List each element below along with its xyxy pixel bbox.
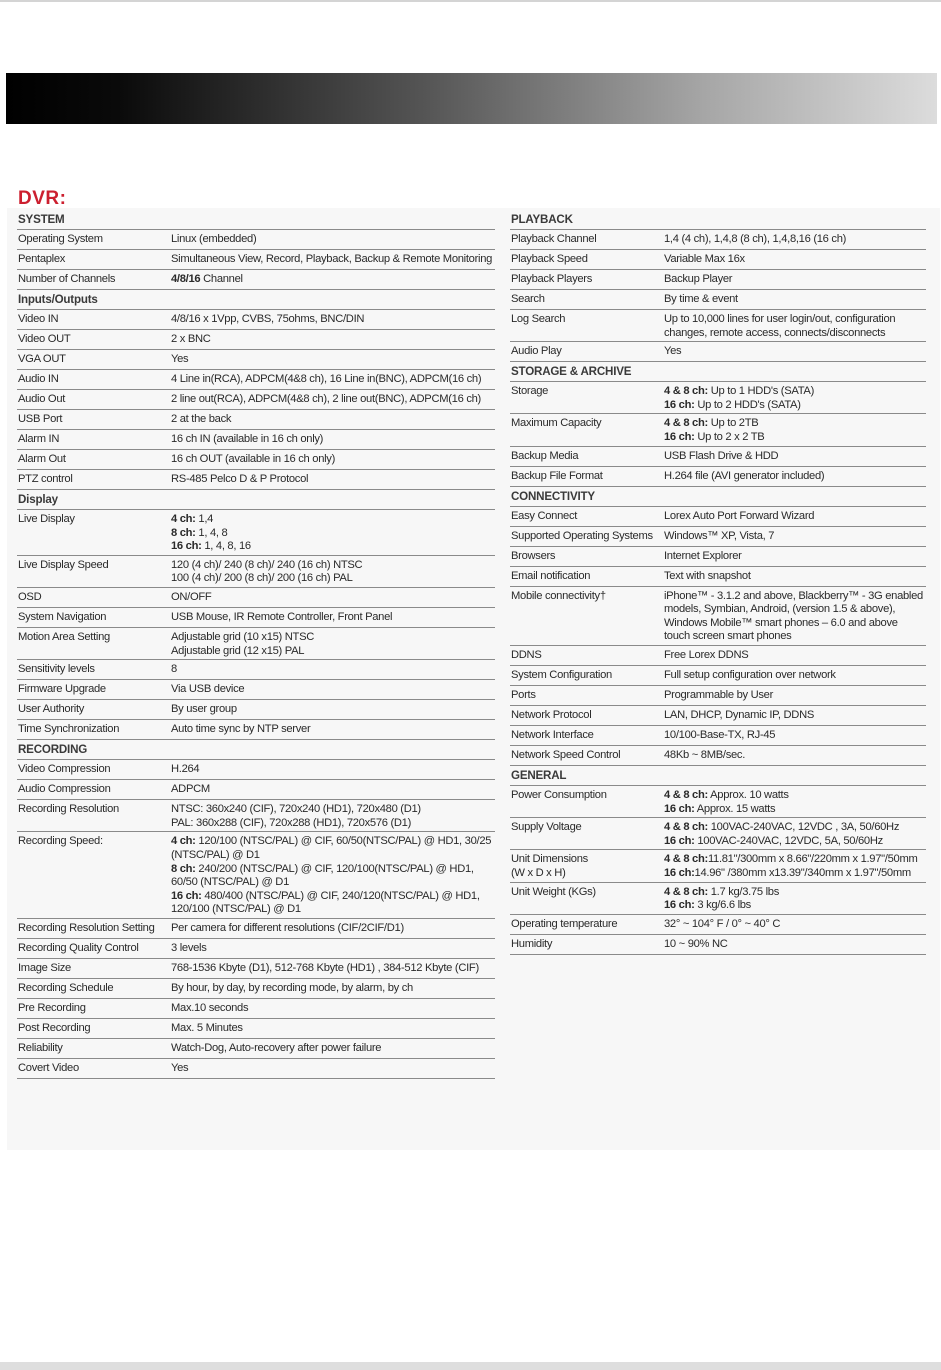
section-heading-system: SYSTEM bbox=[17, 210, 495, 230]
spec-value-line bbox=[171, 863, 495, 890]
spec-row-operating-system bbox=[17, 230, 495, 250]
spec-row-playback-speed bbox=[510, 250, 926, 270]
spec-label: Power Consumption bbox=[511, 788, 607, 801]
spec-value: Backup Player bbox=[664, 273, 733, 285]
spec-value: Adjustable grid (10 x15) NTSC Adjustable grid (12 x15) PAL bbox=[171, 630, 315, 657]
spec-value bbox=[664, 789, 926, 816]
spec-value-prefix: 8 ch: bbox=[171, 526, 196, 539]
spec-value: iPhone™ - 3.1.2 and above, Blackberry™ - 3G enabled models, Symbian, Android, (version 1.5 & above), Windows Mobile™ smart phones – 6.0 and above touch screen smart phones bbox=[664, 589, 923, 643]
spec-value: 1,4 (4 ch), 1,4,8 (8 ch), 1,4,8,16 (16 ch) bbox=[664, 233, 847, 245]
spec-row-audio-play bbox=[510, 342, 926, 362]
spec-value-text: 120/100 (NTSC/PAL) @ CIF, 60/50(NTSC/PAL) @ HD1, 30/25 (NTSC/PAL) @ D1 bbox=[171, 835, 492, 861]
spec-value: Text with snapshot bbox=[664, 569, 751, 582]
spec-value-text: 1,4 bbox=[195, 513, 214, 525]
spec-row-easy-connect bbox=[510, 507, 926, 527]
spec-value: Windows™ XP, Vista, 7 bbox=[664, 529, 775, 542]
spec-value: 2 line out(RCA), ADPCM(4&8 ch), 2 line out(BNC), ADPCM(16 ch) bbox=[171, 393, 481, 405]
spec-value: Programmable by User bbox=[664, 688, 774, 701]
spec-label: Email notification bbox=[511, 569, 591, 582]
spec-value: 10/100-Base-TX, RJ-45 bbox=[664, 728, 776, 741]
spec-label: Recording Quality Control bbox=[18, 941, 139, 954]
spec-label: Backup Media bbox=[511, 449, 579, 462]
spec-label: Storage bbox=[511, 385, 549, 398]
spec-row-recording-resolution bbox=[17, 800, 495, 832]
spec-label: Browsers bbox=[511, 549, 556, 562]
spec-value: Lorex Auto Port Forward Wizard bbox=[664, 509, 815, 522]
spec-value-text: Up to 1 HDD's (SATA) bbox=[707, 385, 815, 398]
spec-row-pre-recording bbox=[17, 999, 495, 1019]
spec-row-pentaplex bbox=[17, 250, 495, 270]
spec-value-line bbox=[171, 540, 495, 554]
spec-value: LAN, DHCP, Dynamic IP, DDNS bbox=[664, 708, 815, 721]
section-heading-playback: PLAYBACK bbox=[510, 210, 926, 230]
spec-label: Image Size bbox=[18, 961, 71, 974]
spec-value: 4 Line in(RCA), ADPCM(4&8 ch), 16 Line in(BNC), ADPCM(16 ch) bbox=[171, 373, 482, 385]
spec-value-prefix: 16 ch: bbox=[664, 430, 695, 443]
spec-value-line bbox=[664, 417, 926, 431]
spec-value-text: 14.96" /380mm x13.39"/340mm x 1.97"/50mm bbox=[694, 866, 911, 879]
spec-value-line bbox=[664, 886, 926, 900]
spec-value-line bbox=[664, 431, 926, 445]
spec-value-line bbox=[664, 385, 926, 399]
spec-row-recording-schedule bbox=[17, 979, 495, 999]
spec-label: System Configuration bbox=[511, 668, 612, 681]
spec-row-audio-compression bbox=[17, 780, 495, 800]
header-banner bbox=[6, 73, 937, 124]
spec-value-line bbox=[664, 789, 926, 803]
spec-value-prefix: 16 ch: bbox=[664, 834, 695, 847]
spec-row-network-interface bbox=[510, 726, 926, 746]
spec-value: H.264 file (AVI generator included) bbox=[664, 469, 825, 482]
spec-row-recording-resolution-setting bbox=[17, 919, 495, 939]
spec-value: Yes bbox=[171, 1061, 189, 1074]
spec-value: NTSC: 360x240 (CIF), 720x240 (HD1), 720x480 (D1) PAL: 360x288 (CIF), 720x288 (HD1), 720x576 (D1) bbox=[171, 803, 421, 829]
spec-label: Operating temperature bbox=[511, 917, 618, 930]
spec-value-text: 100VAC-240VAC, 12VDC , 3A, 50/60Hz bbox=[707, 821, 900, 834]
spec-value-line bbox=[664, 867, 926, 881]
spec-value-text: 11.81"/300mm x 8.66"/220mm x 1.97"/50mm bbox=[707, 853, 918, 866]
spec-value: 32° ~ 104° F / 0° ~ 40° C bbox=[664, 917, 781, 930]
spec-value-prefix: 4 & 8 ch: bbox=[664, 788, 708, 801]
spec-row-alarm-in bbox=[17, 430, 495, 450]
spec-label: Live Display bbox=[18, 513, 75, 525]
spec-value-text: 100VAC-240VAC, 12VDC, 5A, 50/60Hz bbox=[694, 834, 883, 847]
spec-row-operating-temperature bbox=[510, 915, 926, 935]
spec-value-line bbox=[664, 899, 926, 913]
spec-value-text: 240/200 (NTSC/PAL) @ CIF, 120/100(NTSC/PAL) @ HD1, 60/50 (NTSC/PAL) @ D1 bbox=[171, 862, 474, 889]
spec-label: Recording Resolution Setting bbox=[18, 921, 155, 934]
spec-row-email-notification bbox=[510, 567, 926, 587]
spec-label: Easy Connect bbox=[511, 509, 578, 522]
spec-value-line bbox=[171, 527, 495, 541]
section-heading-connectivity: CONNECTIVITY bbox=[510, 487, 926, 507]
spec-value: Auto time sync by NTP server bbox=[171, 723, 311, 736]
spec-value-prefix: 4 & 8 ch: bbox=[664, 885, 708, 898]
spec-value: 3 levels bbox=[171, 941, 207, 954]
spec-label: Playback Speed bbox=[511, 253, 588, 265]
spec-value-line bbox=[171, 835, 495, 862]
spec-row-vga-out bbox=[17, 350, 495, 370]
spec-label: System Navigation bbox=[18, 610, 107, 623]
spec-value: 16 ch OUT (available in 16 ch only) bbox=[171, 453, 336, 465]
spec-value: ON/OFF bbox=[171, 590, 212, 603]
spec-label: Playback Players bbox=[511, 273, 593, 285]
section-heading-storage-archive: STORAGE & ARCHIVE bbox=[510, 362, 926, 382]
spec-row-ptz-control bbox=[17, 470, 495, 490]
spec-value: USB Mouse, IR Remote Controller, Front Panel bbox=[171, 610, 393, 623]
spec-row-backup-media bbox=[510, 447, 926, 467]
spec-row-unit-dimensions-w-x-d-x-h bbox=[510, 850, 926, 882]
spec-value: Yes bbox=[171, 353, 189, 365]
spec-label: Log Search bbox=[511, 313, 566, 325]
spec-value-prefix: 16 ch: bbox=[664, 866, 695, 879]
spec-label: Alarm Out bbox=[18, 453, 66, 465]
spec-row-system-configuration bbox=[510, 666, 926, 686]
spec-value: 2 at the back bbox=[171, 413, 232, 425]
spec-row-image-size bbox=[17, 959, 495, 979]
spec-label: Recording Schedule bbox=[18, 981, 114, 994]
spec-row-mobile-connectivity bbox=[510, 587, 926, 646]
spec-value: 768-1536 Kbyte (D1), 512-768 Kbyte (HD1) , 384-512 Kbyte (CIF) bbox=[171, 961, 479, 974]
spec-value: 4/8/16 x 1Vpp, CVBS, 75ohms, BNC/DIN bbox=[171, 313, 365, 325]
spec-value-prefix: 16 ch: bbox=[171, 889, 202, 902]
section-heading-inputs-outputs: Inputs/Outputs bbox=[17, 290, 495, 310]
spec-value-line bbox=[664, 835, 926, 849]
spec-row-audio-in bbox=[17, 370, 495, 390]
spec-value: H.264 bbox=[171, 763, 200, 776]
spec-row-log-search bbox=[510, 310, 926, 342]
spec-row-storage bbox=[510, 382, 926, 414]
spec-value-line bbox=[664, 853, 926, 867]
spec-label: Sensitivity levels bbox=[18, 663, 95, 676]
spec-label: Reliability bbox=[18, 1041, 63, 1054]
spec-label: Post Recording bbox=[18, 1021, 91, 1034]
spec-value-text: Up to 2 x 2 TB bbox=[694, 430, 765, 443]
spec-value bbox=[171, 513, 495, 554]
spec-label: USB Port bbox=[18, 413, 63, 425]
top-rule bbox=[0, 0, 941, 2]
spec-row-alarm-out bbox=[17, 450, 495, 470]
spec-value-prefix: 4 & 8 ch: bbox=[664, 417, 708, 430]
spec-value: Variable Max 16x bbox=[664, 253, 745, 265]
spec-row-post-recording bbox=[17, 1019, 495, 1039]
section-heading-display: Display bbox=[17, 490, 495, 510]
spec-row-time-synchronization bbox=[17, 720, 495, 740]
spec-value: Per camera for different resolutions (CIF/2CIF/D1) bbox=[171, 921, 404, 934]
spec-value: By hour, by day, by recording mode, by alarm, by ch bbox=[171, 981, 413, 994]
section-heading-recording: RECORDING bbox=[17, 740, 495, 760]
spec-label: Recording Speed: bbox=[18, 835, 103, 848]
spec-value-text: 1, 4, 8, 16 bbox=[201, 540, 251, 553]
spec-label: Network Interface bbox=[511, 728, 594, 741]
spec-value-prefix: 16 ch: bbox=[171, 540, 202, 553]
spec-row-video-in bbox=[17, 310, 495, 330]
spec-row-humidity bbox=[510, 935, 926, 955]
spec-label: Playback Channel bbox=[511, 233, 597, 245]
spec-value-prefix: 4 ch: bbox=[171, 513, 196, 525]
spec-value: Linux (embedded) bbox=[171, 233, 257, 245]
spec-value: Full setup configuration over network bbox=[664, 668, 836, 681]
spec-value-prefix: 16 ch: bbox=[664, 802, 695, 815]
spec-value bbox=[664, 821, 926, 848]
spec-label: Pre Recording bbox=[18, 1001, 86, 1014]
spec-value: Watch-Dog, Auto-recovery after power failure bbox=[171, 1041, 382, 1054]
spec-value bbox=[664, 886, 926, 913]
spec-label: Network Protocol bbox=[511, 708, 592, 721]
spec-label: Unit Dimensions (W x D x H) bbox=[511, 853, 588, 879]
spec-label: Live Display Speed bbox=[18, 558, 109, 571]
spec-value: Internet Explorer bbox=[664, 549, 742, 562]
spec-label: Supported Operating Systems bbox=[511, 529, 653, 542]
spec-value-prefix: 4 & 8 ch: bbox=[664, 821, 708, 834]
spec-label: Video IN bbox=[18, 313, 59, 325]
spec-row-video-out bbox=[17, 330, 495, 350]
spec-row-live-display-speed bbox=[17, 556, 495, 588]
spec-row-video-compression bbox=[17, 760, 495, 780]
spec-row-user-authority bbox=[17, 700, 495, 720]
spec-label: DDNS bbox=[511, 648, 542, 661]
spec-row-number-of-channels bbox=[17, 270, 495, 290]
spec-row-sensitivity-levels bbox=[17, 660, 495, 680]
spec-row-playback-players bbox=[510, 270, 926, 290]
spec-label: Search bbox=[511, 293, 545, 305]
spec-label: Maximum Capacity bbox=[511, 417, 602, 430]
spec-row-motion-area-setting bbox=[17, 628, 495, 660]
spec-value-line bbox=[664, 399, 926, 413]
spec-value bbox=[664, 417, 926, 444]
spec-column-right bbox=[510, 210, 926, 955]
spec-label: Mobile connectivity† bbox=[511, 589, 606, 602]
spec-value-prefix: 4 & 8 ch: bbox=[664, 385, 708, 398]
spec-value-text: 480/400 (NTSC/PAL) @ CIF, 240/120(NTSC/PAL) @ HD1, 120/100 (NTSC/PAL) @ D1 bbox=[171, 889, 480, 916]
spec-label: Ports bbox=[511, 688, 536, 701]
spec-row-supported-operating-systems bbox=[510, 527, 926, 547]
spec-label: User Authority bbox=[18, 703, 85, 716]
spec-label: Motion Area Setting bbox=[18, 630, 110, 643]
spec-value-line bbox=[171, 890, 495, 917]
spec-value: 48Kb ~ 8MB/sec. bbox=[664, 748, 746, 761]
spec-label: Operating System bbox=[18, 233, 103, 245]
spec-value-prefix: 16 ch: bbox=[664, 899, 695, 912]
bottom-rule bbox=[0, 1362, 941, 1370]
spec-value bbox=[664, 853, 926, 880]
spec-label: Covert Video bbox=[18, 1061, 79, 1074]
spec-label: VGA OUT bbox=[18, 353, 66, 365]
spec-value: Free Lorex DDNS bbox=[664, 648, 749, 661]
spec-row-supply-voltage bbox=[510, 818, 926, 850]
spec-value: Via USB device bbox=[171, 683, 245, 696]
spec-value-line bbox=[664, 821, 926, 835]
spec-column-left bbox=[17, 210, 495, 1079]
spec-value: USB Flash Drive & HDD bbox=[664, 449, 779, 462]
spec-row-reliability bbox=[17, 1039, 495, 1059]
spec-value-prefix: 16 ch: bbox=[664, 398, 695, 411]
spec-row-maximum-capacity bbox=[510, 414, 926, 446]
spec-value bbox=[171, 835, 495, 917]
spec-label: PTZ control bbox=[18, 473, 73, 485]
spec-row-firmware-upgrade bbox=[17, 680, 495, 700]
spec-value bbox=[171, 273, 495, 288]
spec-row-usb-port bbox=[17, 410, 495, 430]
spec-row-power-consumption bbox=[510, 786, 926, 818]
spec-label: Supply Voltage bbox=[511, 821, 582, 834]
spec-label: Unit Weight (KGs) bbox=[511, 885, 596, 898]
spec-value-text: Up to 2 HDD's (SATA) bbox=[694, 398, 801, 411]
spec-row-browsers bbox=[510, 547, 926, 567]
spec-value-text: 1, 4, 8 bbox=[195, 526, 228, 539]
spec-label: Audio Play bbox=[511, 345, 562, 358]
spec-value: ADPCM bbox=[171, 783, 210, 796]
spec-value-text: 3 kg/6.6 lbs bbox=[694, 899, 751, 912]
spec-value-text: Up to 2TB bbox=[707, 417, 759, 430]
spec-value: 2 x BNC bbox=[171, 333, 211, 345]
spec-label: Time Synchronization bbox=[18, 723, 120, 736]
spec-row-network-speed-control bbox=[510, 746, 926, 766]
spec-row-unit-weight-kgs bbox=[510, 883, 926, 915]
spec-row-audio-out bbox=[17, 390, 495, 410]
spec-label: Backup File Format bbox=[511, 469, 603, 482]
spec-row-backup-file-format bbox=[510, 467, 926, 487]
spec-value-text: 1.7 kg/3.75 lbs bbox=[707, 885, 780, 898]
spec-value-text: Approx. 15 watts bbox=[694, 802, 776, 815]
spec-value: By time & event bbox=[664, 293, 738, 305]
spec-row-covert-video bbox=[17, 1059, 495, 1079]
spec-value-prefix: 4 & 8 ch: bbox=[664, 853, 708, 866]
spec-row-recording-speed bbox=[17, 832, 495, 919]
spec-value-text: Approx. 10 watts bbox=[707, 788, 789, 801]
spec-value-line bbox=[664, 803, 926, 817]
spec-label: Number of Channels bbox=[18, 273, 116, 285]
spec-value: Up to 10,000 lines for user login/out, configuration changes, remote access, connects/disconnects bbox=[664, 313, 896, 339]
spec-label: Network Speed Control bbox=[511, 748, 621, 761]
spec-row-live-display bbox=[17, 510, 495, 556]
spec-label: Audio Out bbox=[18, 393, 66, 405]
spec-value-prefix: 4 ch: bbox=[171, 835, 196, 848]
section-heading-general: GENERAL bbox=[510, 766, 926, 786]
page-title: DVR: bbox=[18, 188, 67, 209]
spec-value-line bbox=[171, 513, 495, 527]
spec-value-prefix: 8 ch: bbox=[171, 862, 196, 875]
spec-row-ddns bbox=[510, 646, 926, 666]
spec-row-system-navigation bbox=[17, 608, 495, 628]
spec-label: Audio Compression bbox=[18, 783, 111, 796]
spec-value: By user group bbox=[171, 703, 237, 716]
spec-label: Alarm IN bbox=[18, 433, 60, 445]
spec-value: Max. 5 Minutes bbox=[171, 1021, 243, 1034]
spec-row-search bbox=[510, 290, 926, 310]
spec-label: Recording Resolution bbox=[18, 803, 119, 816]
spec-value bbox=[664, 385, 926, 412]
spec-value: Max.10 seconds bbox=[171, 1001, 249, 1014]
spec-value: 8 bbox=[171, 663, 177, 676]
spec-row-network-protocol bbox=[510, 706, 926, 726]
spec-label: Audio IN bbox=[18, 373, 59, 385]
spec-value: Yes bbox=[664, 345, 682, 358]
spec-value: Simultaneous View, Record, Playback, Backup & Remote Monitoring bbox=[171, 253, 493, 265]
spec-label: Video Compression bbox=[18, 763, 111, 776]
spec-value: 10 ~ 90% NC bbox=[664, 937, 728, 950]
spec-value-prefix: 4/8/16 bbox=[171, 273, 201, 285]
spec-label: Pentaplex bbox=[18, 253, 66, 265]
spec-row-playback-channel bbox=[510, 230, 926, 250]
spec-value: 120 (4 ch)/ 240 (8 ch)/ 240 (16 ch) NTSC 100 (4 ch)/ 200 (8 ch)/ 200 (16 ch) PAL bbox=[171, 558, 363, 585]
spec-value: 16 ch IN (available in 16 ch only) bbox=[171, 433, 324, 445]
spec-row-osd bbox=[17, 588, 495, 608]
spec-label: Video OUT bbox=[18, 333, 71, 345]
spec-value: RS-485 Pelco D & P Protocol bbox=[171, 473, 309, 485]
spec-row-recording-quality-control bbox=[17, 939, 495, 959]
spec-row-ports bbox=[510, 686, 926, 706]
spec-label: OSD bbox=[18, 590, 42, 603]
spec-value-text: Channel bbox=[200, 273, 243, 285]
spec-label: Firmware Upgrade bbox=[18, 683, 106, 696]
spec-label: Humidity bbox=[511, 937, 553, 950]
